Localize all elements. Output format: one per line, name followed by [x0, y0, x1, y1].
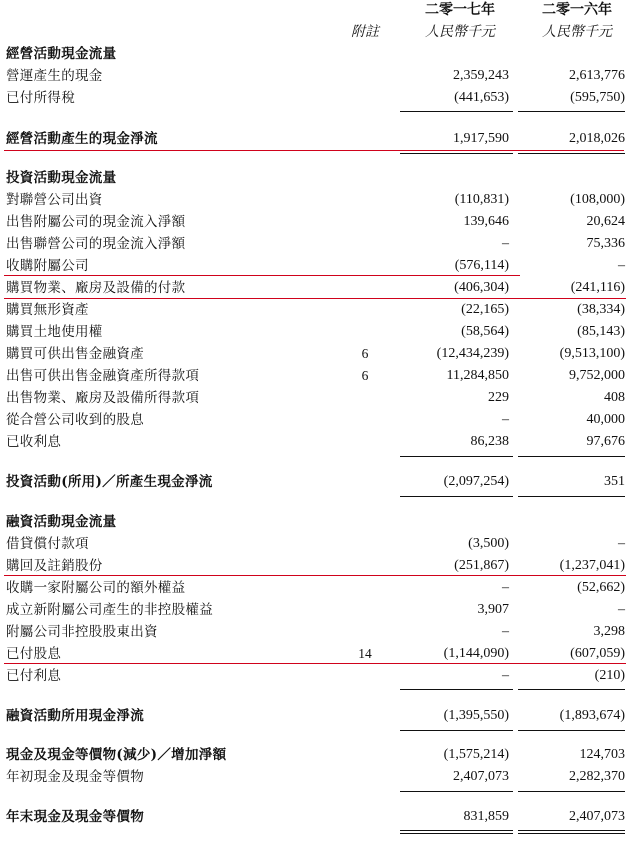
double-rule — [518, 833, 625, 834]
row-label: 融資活動現金流量 — [6, 514, 117, 530]
value-2016: (9,513,100) — [559, 346, 625, 361]
value-2017: 139,646 — [463, 214, 509, 229]
subtotal-rule — [518, 689, 625, 690]
row-interest-received — [0, 431, 637, 453]
total-rule — [400, 496, 513, 497]
row-operating-header — [0, 43, 637, 65]
subtotal-rule — [400, 689, 513, 690]
value-2017: 2,407,073 — [453, 769, 509, 784]
value-2016: – — [618, 536, 625, 551]
value-2016: (85,143) — [577, 324, 625, 339]
row-label: 購回及註銷股份 — [6, 558, 103, 574]
row-financing-net — [0, 705, 637, 727]
row-land-use — [0, 321, 637, 343]
value-2017: (110,831) — [454, 192, 509, 207]
value-2017: (406,304) — [454, 280, 509, 295]
total-rule — [518, 153, 625, 154]
subtotal-rule — [518, 456, 625, 457]
row-acquire-subsidiary — [0, 255, 637, 277]
value-2016: 9,752,000 — [569, 368, 625, 383]
row-label: 現金及現金等價物(減少)／增加淨額 — [6, 747, 227, 763]
row-associate-contrib — [0, 189, 637, 211]
double-rule — [400, 833, 513, 834]
value-2017: (12,434,239) — [436, 346, 509, 361]
row-label: 購買可供出售金融資產 — [6, 346, 144, 362]
row-label: 從合營公司收到的股息 — [6, 412, 144, 428]
value-2017: 831,859 — [463, 809, 509, 824]
value-2017: (251,867) — [454, 558, 509, 573]
value-2017: (576,114) — [454, 258, 509, 273]
total-rule — [518, 496, 625, 497]
row-new-subsidiary-nci — [0, 599, 637, 621]
value-2017: (3,500) — [468, 536, 509, 551]
red-underline — [4, 150, 624, 151]
value-2016: (210) — [594, 668, 625, 683]
value-2016: (1,893,674) — [559, 708, 625, 723]
subtotal-rule — [400, 456, 513, 457]
value-2016: 75,336 — [586, 236, 625, 251]
value-2016: 2,018,026 — [569, 131, 625, 146]
note-ref: 6 — [361, 346, 369, 361]
row-nci-contribution — [0, 621, 637, 643]
row-label: 融資活動所用現金淨流 — [6, 708, 144, 724]
value-2017: (22,165) — [461, 302, 509, 317]
value-2016: (241,116) — [570, 280, 625, 295]
row-label: 附屬公司非控股股東出資 — [6, 624, 158, 640]
row-label: 收購一家附屬公司的額外權益 — [6, 580, 186, 596]
row-label: 已收利息 — [6, 434, 62, 450]
row-additional-interest — [0, 577, 637, 599]
row-label: 收購附屬公司 — [6, 258, 89, 274]
double-rule — [400, 830, 513, 831]
row-income-tax — [0, 87, 637, 109]
row-label: 出售聯營公司的現金流入淨額 — [6, 236, 186, 252]
subtotal-rule — [518, 111, 625, 112]
value-2016: (108,000) — [570, 192, 625, 207]
value-2016: (52,662) — [577, 580, 625, 595]
red-underline — [4, 575, 626, 576]
row-share-buyback — [0, 555, 637, 577]
col2-unit-header: 人民幣千元 — [542, 24, 612, 40]
row-interest-paid — [0, 665, 637, 687]
row-jv-dividend — [0, 409, 637, 431]
row-label: 出售物業、廠房及設備所得款項 — [6, 390, 200, 406]
note-column-header: 附註 — [351, 24, 379, 40]
row-label: 經營活動現金流量 — [6, 46, 117, 62]
value-2017: (1,144,090) — [443, 646, 509, 661]
col2-year-header: 二零一六年 — [542, 2, 612, 18]
value-2016: 351 — [604, 474, 625, 489]
row-dividends-paid — [0, 643, 637, 665]
row-label: 營運產生的現金 — [6, 68, 103, 84]
row-afs-sale — [0, 365, 637, 387]
row-label: 年初現金及現金等價物 — [6, 769, 144, 785]
value-2017: (2,097,254) — [443, 474, 509, 489]
row-label: 購買土地使用權 — [6, 324, 103, 340]
value-2016: 408 — [604, 390, 625, 405]
value-2016: 2,613,776 — [569, 68, 625, 83]
value-2017: – — [502, 668, 509, 683]
value-2017: 2,359,243 — [453, 68, 509, 83]
row-sale-subsidiary — [0, 211, 637, 233]
row-ppe-payment — [0, 277, 637, 299]
value-2016: 124,703 — [579, 747, 625, 762]
red-underline — [4, 663, 626, 664]
col1-year-header: 二零一七年 — [425, 2, 495, 18]
subtotal-rule — [400, 111, 513, 112]
value-2017: (441,653) — [454, 90, 509, 105]
row-label: 投資活動(所用)／所產生現金淨流 — [6, 474, 213, 490]
value-2017: 3,907 — [477, 602, 509, 617]
row-operating-net — [0, 128, 637, 150]
value-2017: (1,575,214) — [443, 747, 509, 762]
row-label: 已付所得稅 — [6, 90, 75, 106]
row-label: 投資活動現金流量 — [6, 170, 117, 186]
subtotal-rule — [518, 791, 625, 792]
row-opening-cash — [0, 766, 637, 788]
value-2016: – — [618, 258, 625, 273]
subtotal-rule — [400, 791, 513, 792]
value-2017: 1,917,590 — [453, 131, 509, 146]
value-2017: – — [502, 624, 509, 639]
total-rule — [400, 730, 513, 731]
value-2016: 97,676 — [586, 434, 625, 449]
row-label: 成立新附屬公司產生的非控股權益 — [6, 602, 213, 618]
row-label: 已付利息 — [6, 668, 62, 684]
row-label: 借貸償付款項 — [6, 536, 89, 552]
value-2017: (1,395,550) — [443, 708, 509, 723]
value-2016: – — [618, 602, 625, 617]
value-2016: 2,407,073 — [569, 809, 625, 824]
row-label: 已付股息 — [6, 646, 62, 662]
value-2016: (595,750) — [570, 90, 625, 105]
value-2017: – — [502, 236, 509, 251]
col1-unit-header: 人民幣千元 — [425, 24, 495, 40]
total-rule — [518, 730, 625, 731]
row-closing-cash — [0, 806, 637, 828]
value-2017: – — [502, 580, 509, 595]
value-2017: 229 — [488, 390, 509, 405]
value-2016: (38,334) — [577, 302, 625, 317]
row-loan-repayment — [0, 533, 637, 555]
value-2017: – — [502, 412, 509, 427]
row-label: 出售附屬公司的現金流入淨額 — [6, 214, 186, 230]
value-2016: (1,237,041) — [559, 558, 625, 573]
row-intangible — [0, 299, 637, 321]
value-2016: 20,624 — [586, 214, 625, 229]
row-net-change — [0, 744, 637, 766]
value-2016: 3,298 — [593, 624, 625, 639]
row-investing-net — [0, 471, 637, 493]
row-label: 購買無形資產 — [6, 302, 89, 318]
value-2017: (58,564) — [461, 324, 509, 339]
row-label: 購買物業、廠房及設備的付款 — [6, 280, 186, 296]
value-2016: 40,000 — [586, 412, 625, 427]
note-ref: 14 — [358, 646, 372, 661]
value-2017: 11,284,850 — [446, 368, 509, 383]
row-label: 對聯營公司出資 — [6, 192, 103, 208]
row-label: 年末現金及現金等價物 — [6, 809, 144, 825]
row-sale-associate — [0, 233, 637, 255]
value-2017: 86,238 — [470, 434, 509, 449]
double-rule — [518, 830, 625, 831]
row-label: 經營活動產生的現金淨流 — [6, 131, 158, 147]
row-cash-generated — [0, 65, 637, 87]
row-afs-purchase — [0, 343, 637, 365]
row-ppe-sale — [0, 387, 637, 409]
value-2016: (607,059) — [570, 646, 625, 661]
note-ref: 6 — [361, 368, 369, 383]
red-underline — [4, 275, 520, 276]
value-2016: 2,282,370 — [569, 769, 625, 784]
row-label: 出售可供出售金融資產所得款項 — [6, 368, 200, 384]
row-financing-header — [0, 511, 637, 533]
total-rule — [400, 153, 513, 154]
row-investing-header — [0, 167, 637, 189]
